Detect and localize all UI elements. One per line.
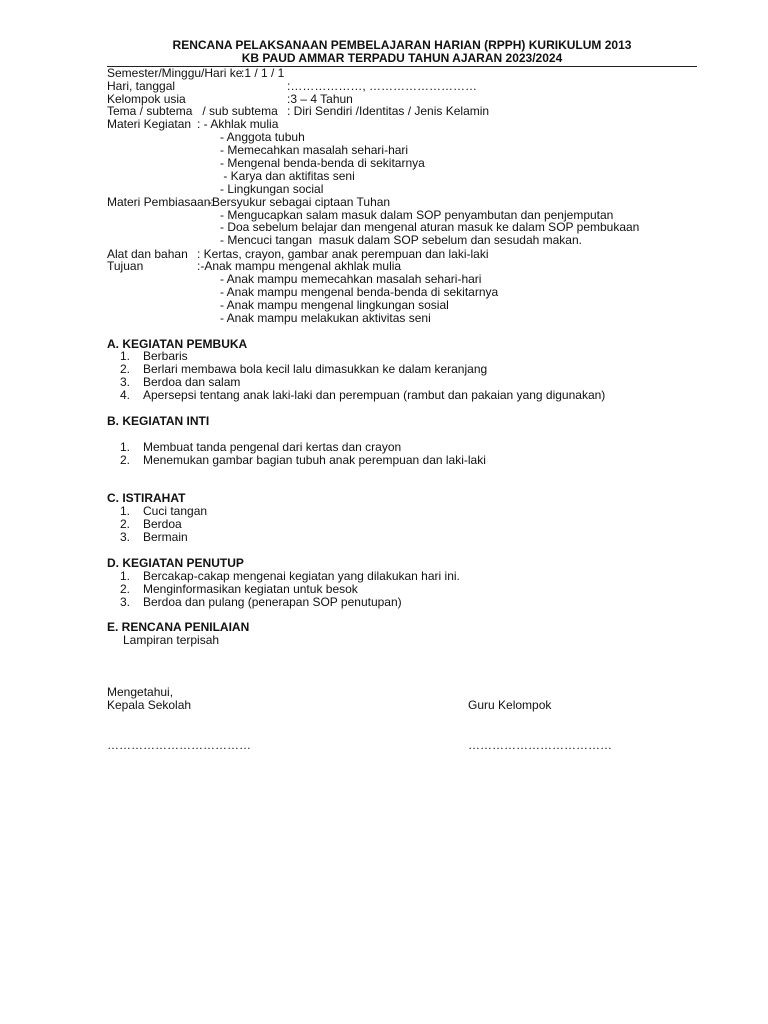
list-number: 1.: [120, 504, 131, 518]
list-item: Bermain: [143, 530, 188, 544]
materi-pembiasaan-item: - Mencuci tangan masuk dalam SOP sebelum dan sesudah makan.: [220, 233, 582, 247]
list-number: 1.: [120, 349, 131, 363]
list-number: 3.: [120, 595, 131, 609]
list-item: Berbaris: [143, 349, 188, 363]
list-item: Membuat tanda pengenal dari kertas dan crayon: [143, 440, 402, 454]
info-value-date: :………………, ………………………: [287, 79, 478, 93]
signature-guru-kelompok: Guru Kelompok: [468, 698, 552, 712]
materi-pembiasaan-label: Materi Pembiasaan:: [107, 195, 214, 209]
materi-pembiasaan-item: - Doa sebelum belajar dan mengenal aturan masuk ke dalam SOP pembukaan: [220, 220, 640, 234]
materi-kegiatan-item: - Lingkungan social: [220, 182, 324, 196]
materi-pembiasaan-first: -Bersyukur sebagai ciptaan Tuhan: [208, 195, 391, 209]
list-number: 1.: [120, 440, 131, 454]
list-item: Apersepsi tentang anak laki-laki dan perempuan (rambut dan pakaian yang digunakan): [143, 388, 606, 402]
section-heading-istirahat: C. ISTIRAHAT: [107, 491, 186, 505]
signature-kepala-sekolah: Kepala Sekolah: [107, 698, 192, 712]
list-number: 2.: [120, 362, 131, 376]
list-item: Bercakap-cakap mengenai kegiatan yang dilakukan hari ini.: [143, 569, 460, 583]
tujuan-item: - Anak mampu melakukan aktivitas seni: [220, 311, 431, 325]
tujuan-item: - Anak mampu mengenal benda-benda di sekitarnya: [220, 285, 499, 299]
materi-kegiatan-item: - Memecahkan masalah sehari-hari: [220, 143, 409, 157]
materi-kegiatan-item: - Mengenal benda-benda di sekitarnya: [220, 156, 425, 170]
section-heading-penilaian: E. RENCANA PENILAIAN: [107, 620, 250, 634]
signature-mengetahui: Mengetahui,: [107, 685, 174, 699]
signature-line-left: ………………………………: [107, 738, 251, 752]
materi-kegiatan-item: - Anggota tubuh: [220, 130, 305, 144]
materi-kegiatan-first: : - Akhlak mulia: [197, 117, 279, 131]
list-number: 2.: [120, 517, 131, 531]
list-item: Menemukan gambar bagian tubuh anak perempuan dan laki-laki: [143, 453, 486, 467]
list-item: Berdoa dan salam: [143, 375, 241, 389]
materi-kegiatan-label: Materi Kegiatan: [107, 117, 192, 131]
tujuan-first: :-Anak mampu mengenal akhlak mulia: [197, 259, 402, 273]
list-number: 2.: [120, 582, 131, 596]
list-number: 2.: [120, 453, 131, 467]
materi-kegiatan-item: - Karya dan aktifitas seni: [220, 169, 355, 183]
info-value-theme: : Diri Sendiri /Identitas / Jenis Kelamin: [287, 104, 490, 118]
info-label-age-group: Kelompok usia: [107, 92, 186, 106]
alat-bahan-value: : Kertas, crayon, gambar anak perempuan dan laki-laki: [197, 247, 489, 261]
info-label-theme: Tema / subtema / sub subtema: [107, 104, 278, 118]
list-item: Berdoa: [143, 517, 182, 531]
list-item: Menginformasikan kegiatan untuk besok: [143, 582, 358, 596]
info-value-age-group: :3 – 4 Tahun: [287, 92, 353, 106]
section-heading-penutup: D. KEGIATAN PENUTUP: [107, 556, 244, 570]
list-number: 3.: [120, 530, 131, 544]
alat-bahan-label: Alat dan bahan: [107, 247, 188, 261]
list-number: 1.: [120, 569, 131, 583]
section-heading-inti: B. KEGIATAN INTI: [107, 414, 210, 428]
list-item: Cuci tangan: [143, 504, 208, 518]
tujuan-item: - Anak mampu mengenal lingkungan sosial: [220, 298, 449, 312]
section-heading-pembuka: A. KEGIATAN PEMBUKA: [107, 337, 248, 351]
signature-line-right: ………………………………: [468, 738, 612, 752]
info-label-date: Hari, tanggal: [107, 79, 176, 93]
tujuan-item: - Anak mampu memecahkan masalah sehari-hari: [220, 272, 482, 286]
info-value-semester: :1 / 1 / 1: [241, 66, 285, 80]
tujuan-label: Tujuan: [107, 259, 144, 273]
document-subtitle: KB PAUD AMMAR TERPADU TAHUN AJARAN 2023/2024: [241, 51, 563, 65]
list-number: 3.: [120, 375, 131, 389]
list-number: 4.: [120, 388, 131, 402]
document-title: RENCANA PELAKSANAAN PEMBELAJARAN HARIAN (RPPH) KURIKULUM 2013: [172, 38, 632, 52]
list-item: Berlari membawa bola kecil lalu dimasukkan ke dalam keranjang: [143, 362, 488, 376]
penilaian-note: Lampiran terpisah: [123, 633, 220, 647]
materi-pembiasaan-item: - Mengucapkan salam masuk dalam SOP penyambutan dan penjemputan: [220, 208, 614, 222]
list-item: Berdoa dan pulang (penerapan SOP penutupan): [143, 595, 402, 609]
info-label-semester: Semester/Minggu/Hari ke: [107, 66, 243, 80]
